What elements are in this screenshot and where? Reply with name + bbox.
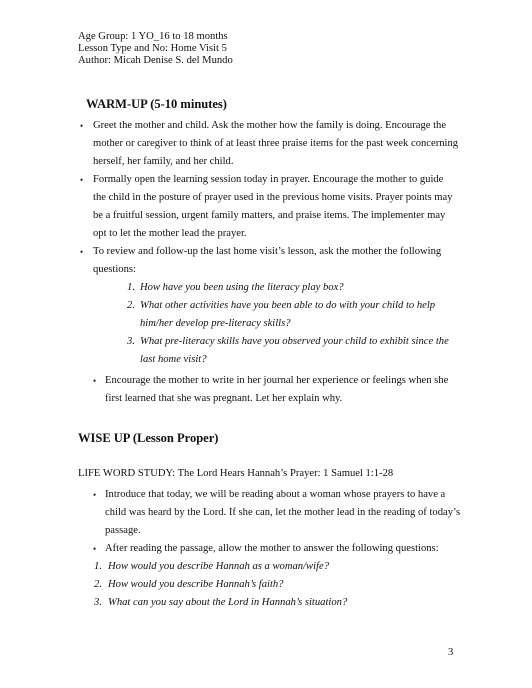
- text-line: mother or caregiver to think of at least three praise items for the past week concerning: [93, 138, 459, 149]
- text-line: opt to let the mother lead the prayer.: [93, 228, 247, 239]
- question-number: 3.: [94, 597, 102, 608]
- text-line: How have you been using the literacy play box?: [140, 282, 344, 293]
- lesson-type-line: Lesson Type and No: Home Visit 5: [78, 43, 227, 54]
- text-line: last home visit?: [140, 354, 207, 365]
- warmup-question-3: [140, 333, 449, 369]
- text-line: the child in the posture of prayer used in the previous home visits. Prayer points may: [93, 192, 453, 203]
- warmup-question-2: [140, 297, 435, 333]
- warmup-question-1: [140, 279, 344, 297]
- wiseup-question-3: What can you say about the Lord in Hannah’s situation?: [108, 597, 348, 608]
- bullet-icon: •: [80, 121, 84, 131]
- document-header: [78, 31, 233, 67]
- question-number: 1.: [94, 561, 102, 572]
- warmup-heading: WARM-UP (5-10 minutes): [86, 97, 227, 111]
- text-line: herself, her family, and her child.: [93, 156, 234, 167]
- wiseup-question-1: How would you describe Hannah as a woman/wife?: [108, 561, 329, 572]
- text-line: To review and follow-up the last home visit’s lesson, ask the mother the following: [93, 246, 442, 257]
- text-line: him/her develop pre-literacy skills?: [140, 318, 291, 329]
- question-number: 1.: [127, 282, 135, 293]
- bullet-icon: •: [93, 544, 97, 554]
- text-line: Encourage the mother to write in her journal her experience or feelings when she: [105, 375, 449, 386]
- text-line: Greet the mother and child. Ask the mother how the family is doing. Encourage the: [93, 120, 447, 131]
- age-group-line: Age Group: 1 YO_16 to 18 months: [78, 31, 228, 42]
- text-line: What pre-literacy skills have you observed your child to exhibit since the: [140, 336, 449, 347]
- warmup-bullet-3: [93, 243, 441, 279]
- question-number: 3.: [127, 336, 135, 347]
- bullet-icon: •: [80, 247, 84, 257]
- page-number: 3: [448, 647, 454, 658]
- bullet-icon: •: [93, 490, 97, 500]
- author-line: Author: Micah Denise S. del Mundo: [78, 55, 233, 66]
- wiseup-bullet-2: [105, 540, 439, 558]
- text-line: Formally open the learning session today in prayer. Encourage the mother to guide: [93, 174, 444, 185]
- text-line: be a fruitful session, urgent family matters, and praise items. The implementer may: [93, 210, 446, 221]
- question-number: 2.: [127, 300, 135, 311]
- text-line: passage.: [105, 525, 141, 536]
- warmup-bullet-2: [93, 171, 453, 243]
- text-line: first learned that she was pregnant. Let her explain why.: [105, 393, 343, 404]
- text-line: Introduce that today, we will be reading about a woman whose prayers to have a: [105, 489, 446, 500]
- warmup-bullet-1: [93, 117, 458, 171]
- question-number: 2.: [94, 579, 102, 590]
- wiseup-heading: WISE UP (Lesson Proper): [78, 431, 219, 445]
- wiseup-question-2: How would you describe Hannah’s faith?: [108, 579, 284, 590]
- text-line: child was heard by the Lord. If she can, let the mother lead in the reading of today’s: [105, 507, 461, 518]
- bullet-icon: •: [80, 175, 84, 185]
- wiseup-bullet-1: [105, 486, 460, 540]
- life-word-study: LIFE WORD STUDY: The Lord Hears Hannah’s Prayer: 1 Samuel 1:1-28: [78, 468, 394, 479]
- bullet-icon: •: [93, 376, 97, 386]
- text-line: What other activities have you been able to do with your child to help: [140, 300, 436, 311]
- text-line: After reading the passage, allow the mother to answer the following questions:: [105, 543, 439, 554]
- text-line: questions:: [93, 264, 136, 275]
- warmup-bullet-4: [105, 372, 448, 408]
